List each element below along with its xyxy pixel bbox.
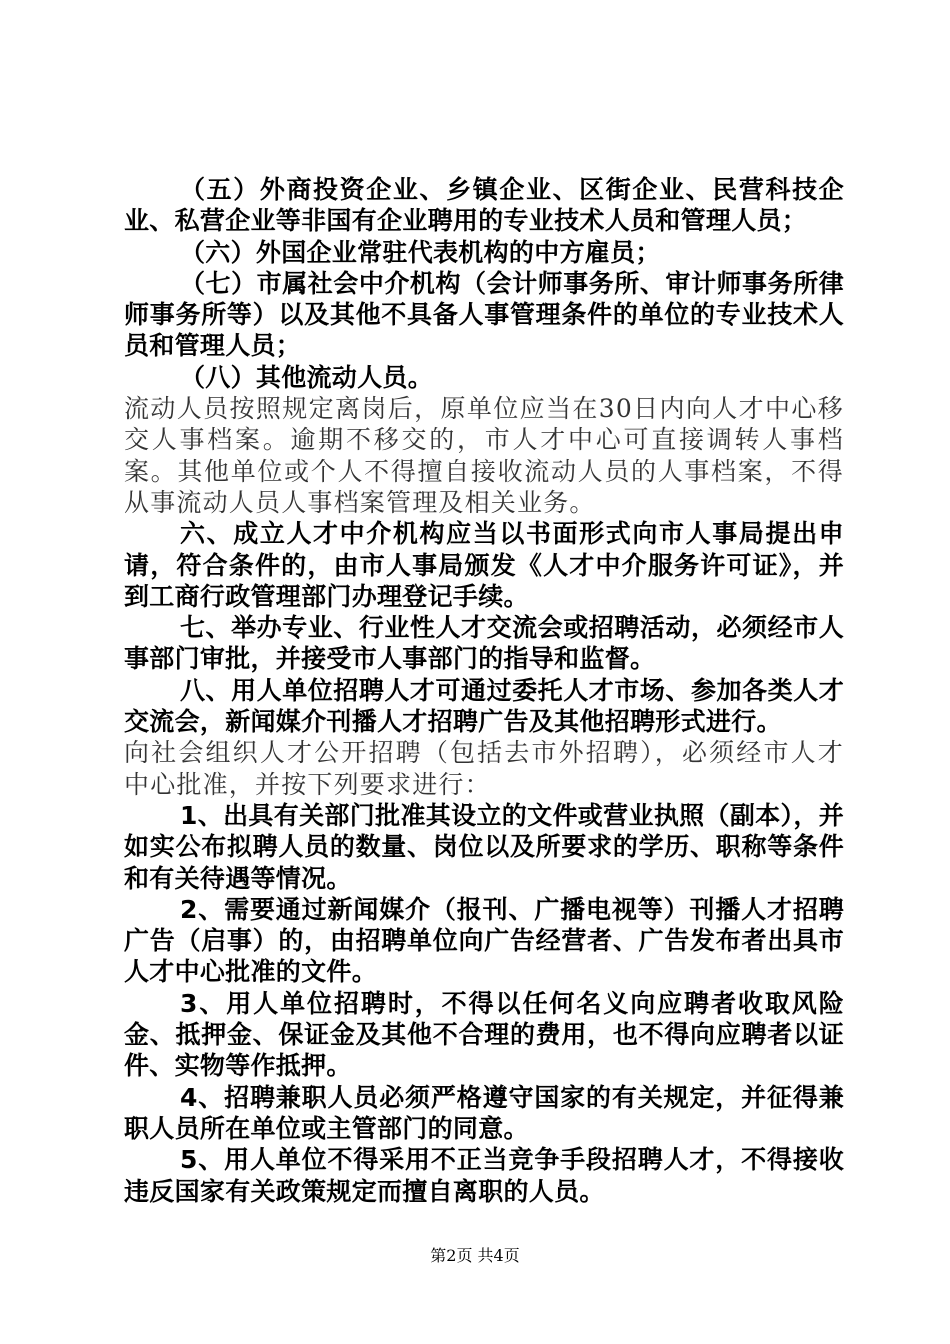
paragraph-section-7: 七、举办专业、行业性人才交流会或招聘活动，必须经市人事部门审批，并接受市人事部门的指导和监督。 <box>124 613 844 674</box>
paragraph-archive-transfer: 流动人员按照规定离岗后，原单位应当在30日内向人才中心移交人事档案。逾期不移交的，市人才中心可直接调转人事档案。其他单位或个人不得擅自接收流动人员的人事档案，不得从事流动人员人事档案管理及相关业务。 <box>124 394 844 517</box>
paragraph-requirement-4: 4、招聘兼职人员必须严格遵守国家的有关规定，并征得兼职人员所在单位或主管部门的同意。 <box>124 1082 844 1143</box>
paragraph-section-6: 六、成立人才中介机构应当以书面形式向市人事局提出申请，符合条件的，由市人事局颁发《人才中介服务许可证》，并到工商行政管理部门办理登记手续。 <box>124 519 844 611</box>
paragraph-requirement-5: 5、用人单位不得采用不正当竞争手段招聘人才，不得接收违反国家有关政策规定而擅自离职的人员。 <box>124 1145 844 1206</box>
paragraph-requirement-1: 1、出具有关部门批准其设立的文件或营业执照（副本），并如实公布拟聘人员的数量、岗位以及所要求的学历、职称等条件和有关待遇等情况。 <box>124 800 844 893</box>
paragraph-public-recruitment: 向社会组织人才公开招聘（包括去市外招聘），必须经市人才中心批准，并按下列要求进行： <box>124 738 844 799</box>
paragraph-section-8: 八、用人单位招聘人才可通过委托人才市场、参加各类人才交流会，新闻媒介刊播人才招聘广告及其他招聘形式进行。 <box>124 675 844 737</box>
page-number-footer: 第2页 共4页 <box>430 1246 520 1265</box>
paragraph-requirement-3: 3、用人单位招聘时，不得以任何名义向应聘者收取风险金、抵押金、保证金及其他不合理的费用，也不得向应聘者以证件、实物等作抵押。 <box>124 988 844 1081</box>
paragraph-requirement-2: 2、需要通过新闻媒介（报刊、广播电视等）刊播人才招聘广告（启事）的，由招聘单位向广告经营者、广告发布者出具市人才中心批准的文件。 <box>124 894 844 987</box>
paragraph-item-6: （六）外国企业常驻代表机构的中方雇员； <box>180 237 661 267</box>
document-body <box>124 174 844 1207</box>
paragraph-item-8: （八）其他流动人员。 <box>180 362 434 392</box>
paragraph-item-7: （七）市属社会中介机构（会计师事务所、审计师事务所律师事务所等）以及其他不具备人事管理条件的单位的专业技术人员和管理人员； <box>124 268 844 361</box>
paragraph-item-5: （五）外商投资企业、乡镇企业、区街企业、民营科技企业、私营企业等非国有企业聘用的专业技术人员和管理人员； <box>124 175 844 236</box>
